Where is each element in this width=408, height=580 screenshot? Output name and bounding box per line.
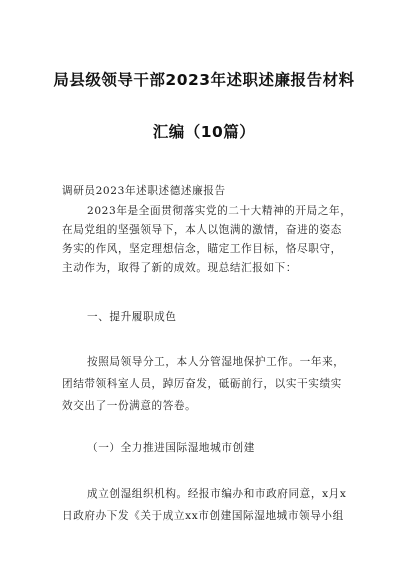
report-subject: 调研员2023年述职述德述廉报告 [62,185,226,197]
intro-paragraph-line: 2023年是全面贯彻落实党的二十大精神的开局之年， [87,205,352,217]
intro-paragraph-line: 务实的作风，坚定理想信念，瞄定工作目标，恪尽职守， [62,243,342,255]
body-paragraph-line: 成立创湿组织机构。经报市编办和市政府同意，x月x [87,488,347,500]
intro-paragraph-line: 在局党组的坚强领导下，本人以饱满的激情，奋进的姿态 [62,224,342,236]
intro-paragraph-line: 主动作为，取得了新的成效。现总结汇报如下： [62,262,298,274]
body-paragraph-line: 团结带领科室人员，踔厉奋发，砥砺前行，以实干实绩实 [62,378,342,390]
section-heading: 一、提升履职成色 [87,311,177,323]
body-paragraph-line: 按照局领导分工，本人分管湿地保护工作。一年来， [87,356,345,368]
document-title-line-2: 汇编（10篇） [152,123,256,141]
document-title-line-1: 局县级领导干部2023年述职述廉报告材料 [53,71,355,89]
body-paragraph-line: 效交出了一份满意的答卷。 [62,400,197,412]
body-paragraph-line: 日政府办下发《关于成立xx市创建国际湿地城市领导小组 [62,510,344,522]
subsection-heading: （一）全力推进国际湿地城市创建 [87,442,255,454]
